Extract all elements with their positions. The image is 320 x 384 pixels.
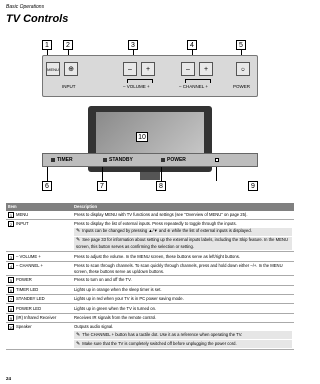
description-cell xyxy=(72,219,294,252)
callout-7: 7 xyxy=(97,181,107,191)
callout-5: 5 xyxy=(236,40,246,50)
channel-down-button[interactable] xyxy=(181,62,195,76)
table-row xyxy=(6,276,294,285)
item-number: 6 xyxy=(9,287,13,293)
item-cell xyxy=(6,294,72,303)
page-number: 24 xyxy=(6,376,12,381)
table-header-item: Item xyxy=(6,203,72,211)
volume-down-button[interactable] xyxy=(123,62,137,76)
table-row xyxy=(6,323,294,350)
table-row xyxy=(6,285,294,294)
item-cell xyxy=(6,219,72,252)
item-cell xyxy=(6,252,72,261)
item-number: 3 xyxy=(9,254,13,260)
note xyxy=(74,331,292,339)
callout-6: 6 xyxy=(42,181,52,191)
table-row xyxy=(6,219,294,252)
timer-label: TIMER xyxy=(57,157,73,163)
control-panel xyxy=(42,55,258,97)
input-button[interactable] xyxy=(64,62,78,76)
item-number: 5 xyxy=(9,278,13,284)
minus-icon: – xyxy=(186,66,190,73)
item-label: Speaker xyxy=(16,324,32,330)
note-icon: ✎ xyxy=(76,340,81,347)
item-cell xyxy=(6,323,72,350)
item-description: Outputs audio signal. xyxy=(74,324,114,330)
table-row xyxy=(6,261,294,275)
item-description: Lights up in green when the TV is turned on. xyxy=(74,305,157,311)
page-title: TV Controls xyxy=(6,13,69,25)
item-label: POWER xyxy=(16,277,32,283)
table-row xyxy=(6,313,294,322)
input-label: INPUT xyxy=(62,84,76,89)
note xyxy=(74,228,292,236)
item-label: TIMER LED xyxy=(16,286,39,292)
menu-button[interactable] xyxy=(46,62,60,76)
item-description: Press to adjust the volume. In the MENU screen, these buttons serve as left/right buttons. xyxy=(74,253,240,259)
item-label: – VOLUME + xyxy=(16,253,41,259)
item-description: Press to display the list of external inputs. Press repeatedly to toggle through the inputs. xyxy=(74,221,237,227)
callout-10: 10 xyxy=(136,132,148,142)
note-text: See page 33 for information about setting up the external inputs labels, including the Skip feature. In the MENU screen, this button serves as confirming the selection or setting. xyxy=(76,237,288,249)
power-label: POWER xyxy=(233,84,251,89)
item-cell xyxy=(6,285,72,294)
item-label: INPUT xyxy=(16,221,29,227)
volume-up-button[interactable] xyxy=(141,62,155,76)
description-cell xyxy=(72,323,294,350)
power-led xyxy=(161,157,186,163)
power-button[interactable] xyxy=(236,62,250,76)
channel-label: – CHANNEL + xyxy=(179,84,208,89)
item-label: POWER LED xyxy=(16,305,42,311)
item-number: 4 xyxy=(9,264,13,269)
controls-table xyxy=(6,203,294,350)
item-description: Lights up in orange when the sleep timer is set. xyxy=(74,286,162,292)
callout-9: 9 xyxy=(248,181,258,191)
item-number: 8 xyxy=(9,306,13,312)
tv-controls-diagram xyxy=(0,40,300,200)
input-icon: ⊕ xyxy=(68,66,74,73)
item-description: Lights up in red when your TV is in PC power saving mode. xyxy=(74,296,184,302)
plus-icon: + xyxy=(145,66,151,73)
note-text: Inputs can be changed by pressing ▲/▼ and ⊕ while the list of external inputs is displayed. xyxy=(82,228,252,234)
item-label: – CHANNEL + xyxy=(16,263,43,268)
item-label: STANDBY LED xyxy=(16,296,45,302)
item-cell xyxy=(6,276,72,285)
item-cell xyxy=(6,211,72,220)
item-number: 9 xyxy=(9,315,13,321)
item-description: Press to display MENU with TV functions and settings (see "Overview of MENU" on page 25). xyxy=(74,211,248,217)
callout-8: 8 xyxy=(156,181,166,191)
power-icon: ⏻ xyxy=(241,67,245,72)
table-row xyxy=(6,304,294,313)
front-indicator-bar xyxy=(42,153,258,167)
note-text: Make sure that the TV is completely switched off before unplugging the power cord. xyxy=(82,340,237,346)
item-cell xyxy=(6,304,72,313)
minus-icon: – xyxy=(128,66,132,73)
note-icon: ✎ xyxy=(76,228,81,235)
description-cell xyxy=(72,285,294,294)
description-cell xyxy=(72,313,294,322)
power-led-label: POWER xyxy=(167,157,186,163)
standby-label: STANDBY xyxy=(109,157,133,163)
item-label: MENU xyxy=(16,211,29,217)
callout-4: 4 xyxy=(187,40,197,50)
item-description: Press to turn on and off the TV. xyxy=(74,277,132,283)
section-header: Basic Operations xyxy=(6,4,45,10)
table-row xyxy=(6,252,294,261)
item-number: 7 xyxy=(9,297,13,303)
table-row xyxy=(6,294,294,303)
note xyxy=(74,237,292,251)
description-cell xyxy=(72,294,294,303)
channel-up-button[interactable] xyxy=(199,62,213,76)
note-icon: ✎ xyxy=(76,237,81,244)
callout-3: 3 xyxy=(128,40,138,50)
description-cell xyxy=(72,261,294,275)
note-icon: ✎ xyxy=(76,331,81,338)
tv-illustration xyxy=(88,106,212,184)
table-header-description: Description xyxy=(72,203,294,211)
plus-icon: + xyxy=(203,66,209,73)
callout-1: 1 xyxy=(42,40,52,50)
standby-led xyxy=(103,157,133,163)
timer-led xyxy=(51,157,73,163)
item-cell xyxy=(6,313,72,322)
item-number: 1 xyxy=(9,212,13,218)
table-row xyxy=(6,211,294,220)
item-description: Press to scan through channels. To scan quickly through channels, press and hold down either –/+. In the MENU screen, these buttons serve as up/down buttons. xyxy=(74,263,283,274)
description-cell xyxy=(72,276,294,285)
note xyxy=(74,340,292,348)
menu-button-label: MENU xyxy=(47,67,59,72)
item-description: Receives IR signals from the remote control. xyxy=(74,314,157,320)
callout-2: 2 xyxy=(63,40,73,50)
item-number: 10 xyxy=(9,325,14,331)
description-cell xyxy=(72,252,294,261)
description-cell xyxy=(72,304,294,313)
description-cell xyxy=(72,211,294,220)
volume-label: – VOLUME + xyxy=(123,84,150,89)
note-text: The CHANNEL + button has a tactile dot. Use it as a reference when operating the TV. xyxy=(82,331,243,337)
ir-receiver xyxy=(215,157,221,163)
item-number: 2 xyxy=(9,222,13,228)
item-cell xyxy=(6,261,72,275)
item-label: (IR) Infrared Receiver xyxy=(16,314,57,320)
